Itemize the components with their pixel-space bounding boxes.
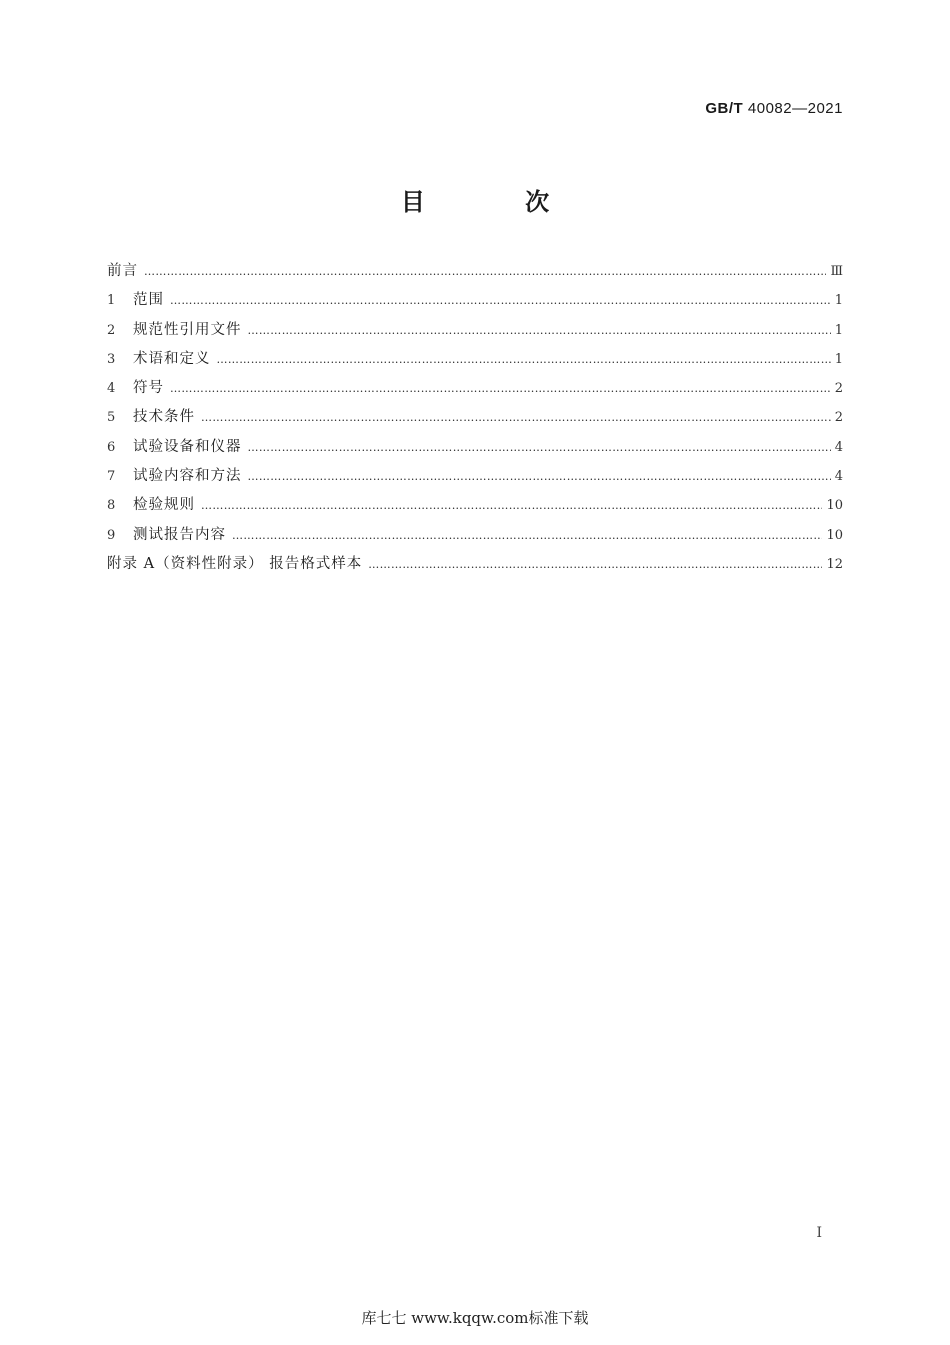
table-of-contents: [107, 258, 843, 580]
toc-entry-2[interactable]: [107, 317, 843, 346]
toc-entry-1[interactable]: [107, 287, 843, 316]
toc-entry-number: 7: [107, 469, 116, 485]
dot-leader: [248, 435, 831, 461]
toc-entry-page: 1: [834, 322, 843, 338]
toc-entry-foreword[interactable]: [107, 258, 843, 287]
toc-entry-number: 3: [107, 351, 116, 367]
toc-entry-page: 4: [834, 439, 843, 455]
toc-entry-label: 技术条件: [133, 409, 195, 426]
toc-entry-page: 10: [826, 527, 843, 543]
page-number: Ⅰ: [816, 1225, 822, 1241]
toc-entry-number: 1: [107, 293, 116, 309]
dot-leader: [170, 376, 831, 402]
toc-entry-5[interactable]: [107, 404, 843, 433]
dot-leader: [217, 347, 831, 373]
toc-entry-label: 规范性引用文件: [133, 321, 242, 338]
toc-entry-label: 范围: [133, 292, 164, 309]
dot-leader: [170, 288, 831, 314]
toc-entry-page: Ⅲ: [830, 264, 843, 279]
toc-entry-8[interactable]: [107, 492, 843, 521]
dot-leader: [248, 464, 831, 490]
toc-entry-9[interactable]: [107, 522, 843, 551]
toc-entry-number: 8: [107, 498, 116, 514]
toc-entry-page: 1: [834, 293, 843, 309]
toc-entry-label: 试验设备和仪器: [133, 438, 242, 455]
dot-leader: [232, 523, 822, 549]
toc-entry-number: 9: [107, 527, 116, 543]
toc-entry-label: 前言: [107, 263, 138, 279]
toc-entry-4[interactable]: [107, 375, 843, 404]
toc-entry-page: 10: [826, 498, 843, 514]
toc-entry-3[interactable]: [107, 346, 843, 375]
dot-leader: [201, 493, 822, 519]
toc-entry-7[interactable]: [107, 463, 843, 492]
dot-leader: [248, 318, 831, 344]
toc-entry-page: 2: [834, 410, 843, 426]
dot-leader: [368, 552, 822, 578]
toc-entry-label: 检验规则: [133, 497, 195, 514]
page-title: 目 次: [400, 188, 596, 216]
standard-year-number: 40082—2021: [747, 100, 843, 117]
toc-entry-appendix-a[interactable]: [107, 551, 843, 580]
standard-number: [705, 100, 843, 117]
toc-entry-number: 5: [107, 410, 116, 426]
dot-leader: [201, 405, 831, 431]
toc-entry-6[interactable]: [107, 434, 843, 463]
toc-entry-number: 6: [107, 439, 116, 455]
standard-code: GB/T: [705, 100, 744, 117]
toc-entry-page: 1: [834, 351, 843, 367]
toc-entry-label: 符号: [133, 380, 164, 397]
toc-entry-page: 2: [834, 381, 843, 397]
toc-entry-label: 术语和定义: [133, 350, 211, 367]
toc-entry-number: 2: [107, 322, 116, 338]
toc-entry-page: 4: [834, 469, 843, 485]
footer-watermark: 库七七 www.kqqw.com标准下载: [361, 1309, 589, 1327]
toc-entry-number: 4: [107, 381, 116, 397]
toc-entry-page: 12: [826, 556, 843, 572]
toc-entry-label: 测试报告内容: [133, 526, 226, 543]
toc-entry-label: 试验内容和方法: [133, 468, 242, 485]
dot-leader: [144, 259, 826, 285]
toc-entry-label: 附录 A（资料性附录） 报告格式样本: [107, 555, 363, 572]
